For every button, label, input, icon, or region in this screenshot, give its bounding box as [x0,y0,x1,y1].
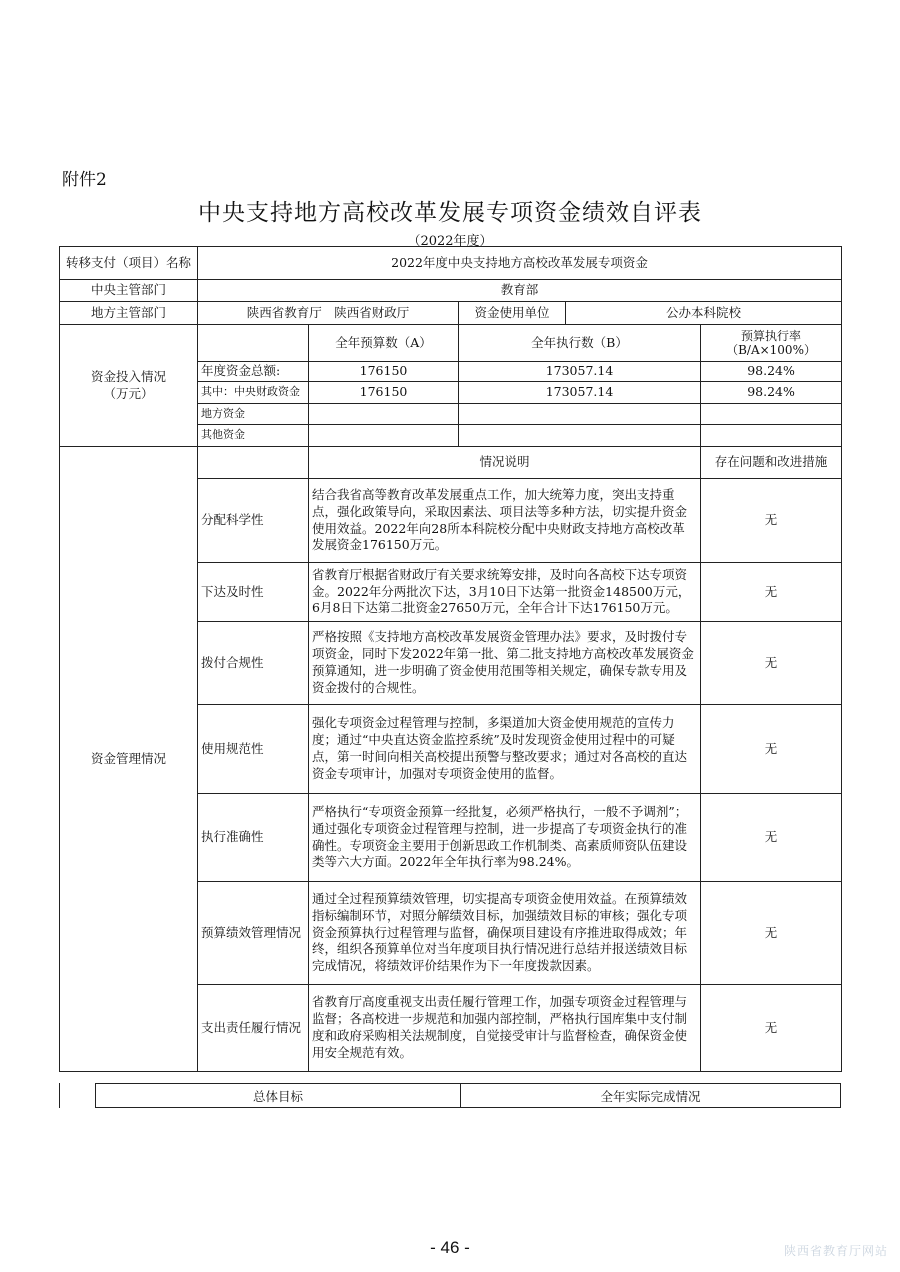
row-local-dept [60,302,842,325]
management-row-label: 执行准确性 [198,794,309,882]
transfer-label: 转移支付（项目）名称 [60,247,198,280]
row-management-header [60,447,842,479]
funds-row-label: 其中：中央财政资金 [198,382,309,404]
management-row-issue: 无 [701,479,842,563]
row-funds-header [60,325,842,362]
transfer-value: 2022年度中央支持地方高校改革发展专项资金 [198,247,842,280]
management-row-issue: 无 [701,794,842,882]
funds-header-blank [198,325,309,362]
management-row-desc: 严格执行“专项资金预算一经批复，必须严格执行，一般不予调剂”；通过强化专项资金过程管理与控制，进一步提高了专项资金执行的准确性。专项资金主要用于创新思政工作机制类、高素质师资队伍建设类等六大方面。2022年全年执行率为98.24%。 [309,794,701,882]
goals-left-border [59,1083,60,1108]
funds-row-rate [701,425,842,447]
funds-row-executed [459,404,701,425]
goals-header-cells [95,1083,841,1108]
year-note: （2022年度） [407,234,493,249]
management-row-desc: 省教育厅根据省财政厅有关要求统筹安排，及时向各高校下达专项资金。2022年分两批次下达，3月10日下达第一批资金148500万元，6月8日下达第二批资金27650万元，全年合计下达176150万元。 [309,563,701,622]
funds-row-rate: 98.24% [701,362,842,382]
funds-row-executed: 173057.14 [459,362,701,382]
col-budget-header: 全年预算数（A） [309,325,459,362]
form-title: 中央支持地方高校改革发展专项资金绩效自评表 [198,200,702,226]
management-row-desc: 通过全过程预算绩效管理，切实提高专项资金使用效益。在预算绩效指标编制环节，对照分解绩效目标，加强绩效目标的审核；强化专项资金预算执行过程管理与监督，确保项目建设有序推进取得成效；年终，组织各预算单位对当年度项目执行情况进行总结并报送绩效目标完成情况，将绩效评价结果作为下一年度拨款因素。 [309,882,701,985]
funds-row-executed: 173057.14 [459,382,701,404]
management-row-issue: 无 [701,882,842,985]
site-watermark: 陕西省教育厅网站 [783,1244,888,1258]
col-issues-header: 存在问题和改进措施 [701,447,842,479]
management-header-blank [198,447,309,479]
local-dept-label: 地方主管部门 [60,302,198,325]
management-row-desc: 结合我省高等教育改革发展重点工作，加大统筹力度，突出支持重点，强化政策导向，采取因素法、项目法等多种方法，切实提升资金使用效益。2022年向28所本科院校分配中央财政支持地方高校改革发展资金176150万元。 [309,479,701,563]
funds-row-budget [309,425,459,447]
management-row-label: 下达及时性 [198,563,309,622]
attachment-label: 附件2 [62,170,107,190]
management-section-label: 资金管理情况 [60,447,198,1072]
funds-row-budget: 176150 [309,362,459,382]
row-transfer-name [60,247,842,280]
funds-row-label: 其他资金 [198,425,309,447]
management-row-issue: 无 [701,563,842,622]
funds-row-budget: 176150 [309,382,459,404]
management-row-label: 预算绩效管理情况 [198,882,309,985]
funds-row-executed [459,425,701,447]
funds-row-rate [701,404,842,425]
management-row-issue: 无 [701,622,842,705]
local-dept-value: 陕西省教育厅 陕西省财政厅 [198,302,459,325]
row-central-dept [60,280,842,302]
funds-row-label: 地方资金 [198,404,309,425]
overall-goal-label: 总体目标 [252,1088,303,1104]
funds-row-label: 年度资金总额: [198,362,309,382]
self-evaluation-table [59,246,842,1072]
central-dept-value: 教育部 [198,280,842,302]
central-dept-label: 中央主管部门 [60,280,198,302]
management-row-desc: 严格按照《支持地方高校改革发展资金管理办法》要求，及时拨付专项资金，同时下发2022年第一批、第二批支持地方高校改革发展资金预算通知，进一步明确了资金使用范围等相关规定，确保专款专用及资金拨付的合规性。 [309,622,701,705]
col-desc-header: 情况说明 [309,447,701,479]
management-row-issue: 无 [701,705,842,794]
management-row-label: 拨付合规性 [198,622,309,705]
management-row-label: 使用规范性 [198,705,309,794]
goals-header-row [59,1083,841,1108]
actual-completion-label: 全年实际完成情况 [460,1084,840,1107]
management-row-desc: 强化专项资金过程管理与控制，多渠道加大资金使用规范的宣传力度；通过“中央直达资金监控系统”及时发现资金使用过程中的可疑点，第一时间向相关高校提出预警与整改要求；通过对各高校的直达资金专项审计，加强对专项资金使用的监督。 [309,705,701,794]
funds-section-label: 资金投入情况 （万元） [60,325,198,447]
page-number: - 46 - [430,1238,470,1257]
col-rate-header: 预算执行率 （B/A×100%） [701,325,842,362]
fund-user-label: 资金使用单位 [459,302,566,325]
management-row-label: 支出责任履行情况 [198,985,309,1072]
management-row-desc: 省教育厅高度重视支出责任履行管理工作，加强专项资金过程管理与监督；各高校进一步规范和加强内部控制，严格执行国库集中支付制度和政府采购相关法规制度，自觉接受审计与监督检查，确保资金使用安全规范有效。 [309,985,701,1072]
management-row-issue: 无 [701,985,842,1072]
management-row-label: 分配科学性 [198,479,309,563]
funds-row-budget [309,404,459,425]
fund-user-value: 公办本科院校 [566,302,842,325]
funds-row-rate: 98.24% [701,382,842,404]
col-executed-header: 全年执行数（B） [459,325,701,362]
